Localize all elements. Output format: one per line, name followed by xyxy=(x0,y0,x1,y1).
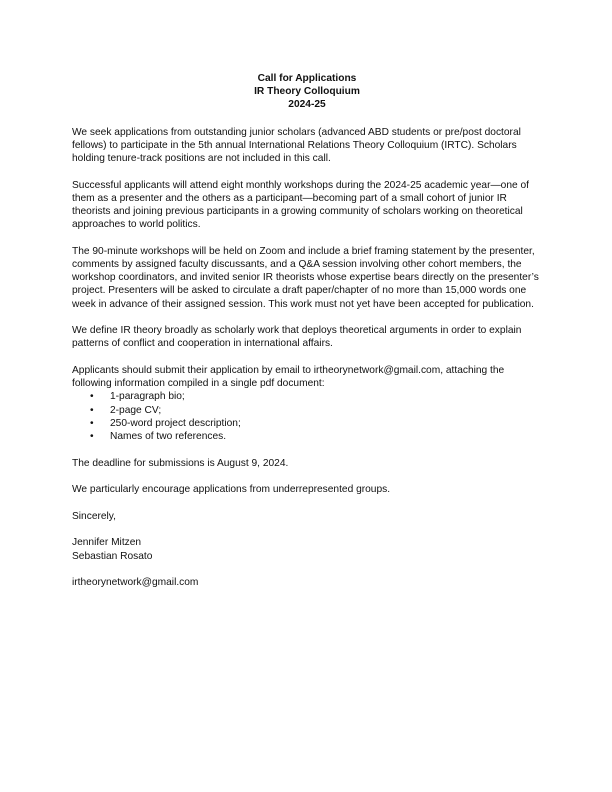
definition-paragraph: We define IR theory broadly as scholarly work that deploys theoretical arguments in order to explain patterns of conflict and cooperation in international affairs. xyxy=(72,325,522,350)
list-item-text: 2-page CV; xyxy=(110,404,162,416)
requirements-list xyxy=(72,390,542,443)
header-subtitle: IR Theory Colloquium xyxy=(254,86,360,98)
bullet-icon: • xyxy=(90,404,94,416)
header-title: Call for Applications xyxy=(257,73,357,84)
list-item xyxy=(88,390,542,403)
list-item xyxy=(88,417,542,430)
document-page xyxy=(72,72,542,603)
signature-block xyxy=(72,536,542,562)
deadline-paragraph: The deadline for submissions is August 9, 2024. xyxy=(72,457,289,469)
bullet-icon: • xyxy=(90,391,94,403)
bullet-icon: • xyxy=(90,417,94,429)
intro-paragraph: We seek applications from outstanding junior scholars (advanced ABD students or pre/post doctoral fellows) to participate in the 5th annual International Relations Theory Colloquium (IRTC). Scholars holding tenure-track positions are not included in this call. xyxy=(72,126,521,165)
application-instructions-paragraph: Applicants should submit their application by email to irtheorynetwork@gmail.com, attaching the following information compiled in a single pdf document: xyxy=(72,365,505,390)
closing-salutation: Sincerely, xyxy=(72,510,116,522)
participation-paragraph: Successful applicants will attend eight monthly workshops during the 2024-25 academic year—one of them as a presenter and the others as a participant—becoming part of a small cohort of junior IR theorists and joining previous participants in a growing community of scholars working on theoretical approaches to world politics. xyxy=(72,179,529,231)
list-item xyxy=(88,430,542,443)
encouragement-paragraph: We particularly encourage applications from underrepresented groups. xyxy=(72,484,391,496)
document-header xyxy=(72,72,542,112)
list-item-text: 250-word project description; xyxy=(110,417,241,429)
contact-email: irtheorynetwork@gmail.com xyxy=(72,577,199,589)
signatory-name: Jennifer Mitzen xyxy=(72,537,142,549)
list-item-text: Names of two references. xyxy=(110,431,227,443)
signatory-name: Sebastian Rosato xyxy=(72,550,153,562)
list-item-text: 1-paragraph bio; xyxy=(110,391,185,403)
list-item xyxy=(88,404,542,417)
header-year: 2024-25 xyxy=(288,99,326,111)
workshop-format-paragraph: The 90-minute workshops will be held on Zoom and include a brief framing statement by the presenter, comments by assigned faculty discussants, and a Q&A session involving other cohort members, the workshop coordinators, and invited senior IR theorists whose expertise bears directly on the presenter’s project. Presenters will be asked to circulate a draft paper/chapter of no more than 15,000 words one week in advance of their assigned session. This work must not yet have been accepted for publication. xyxy=(72,245,539,310)
bullet-icon: • xyxy=(90,431,94,443)
